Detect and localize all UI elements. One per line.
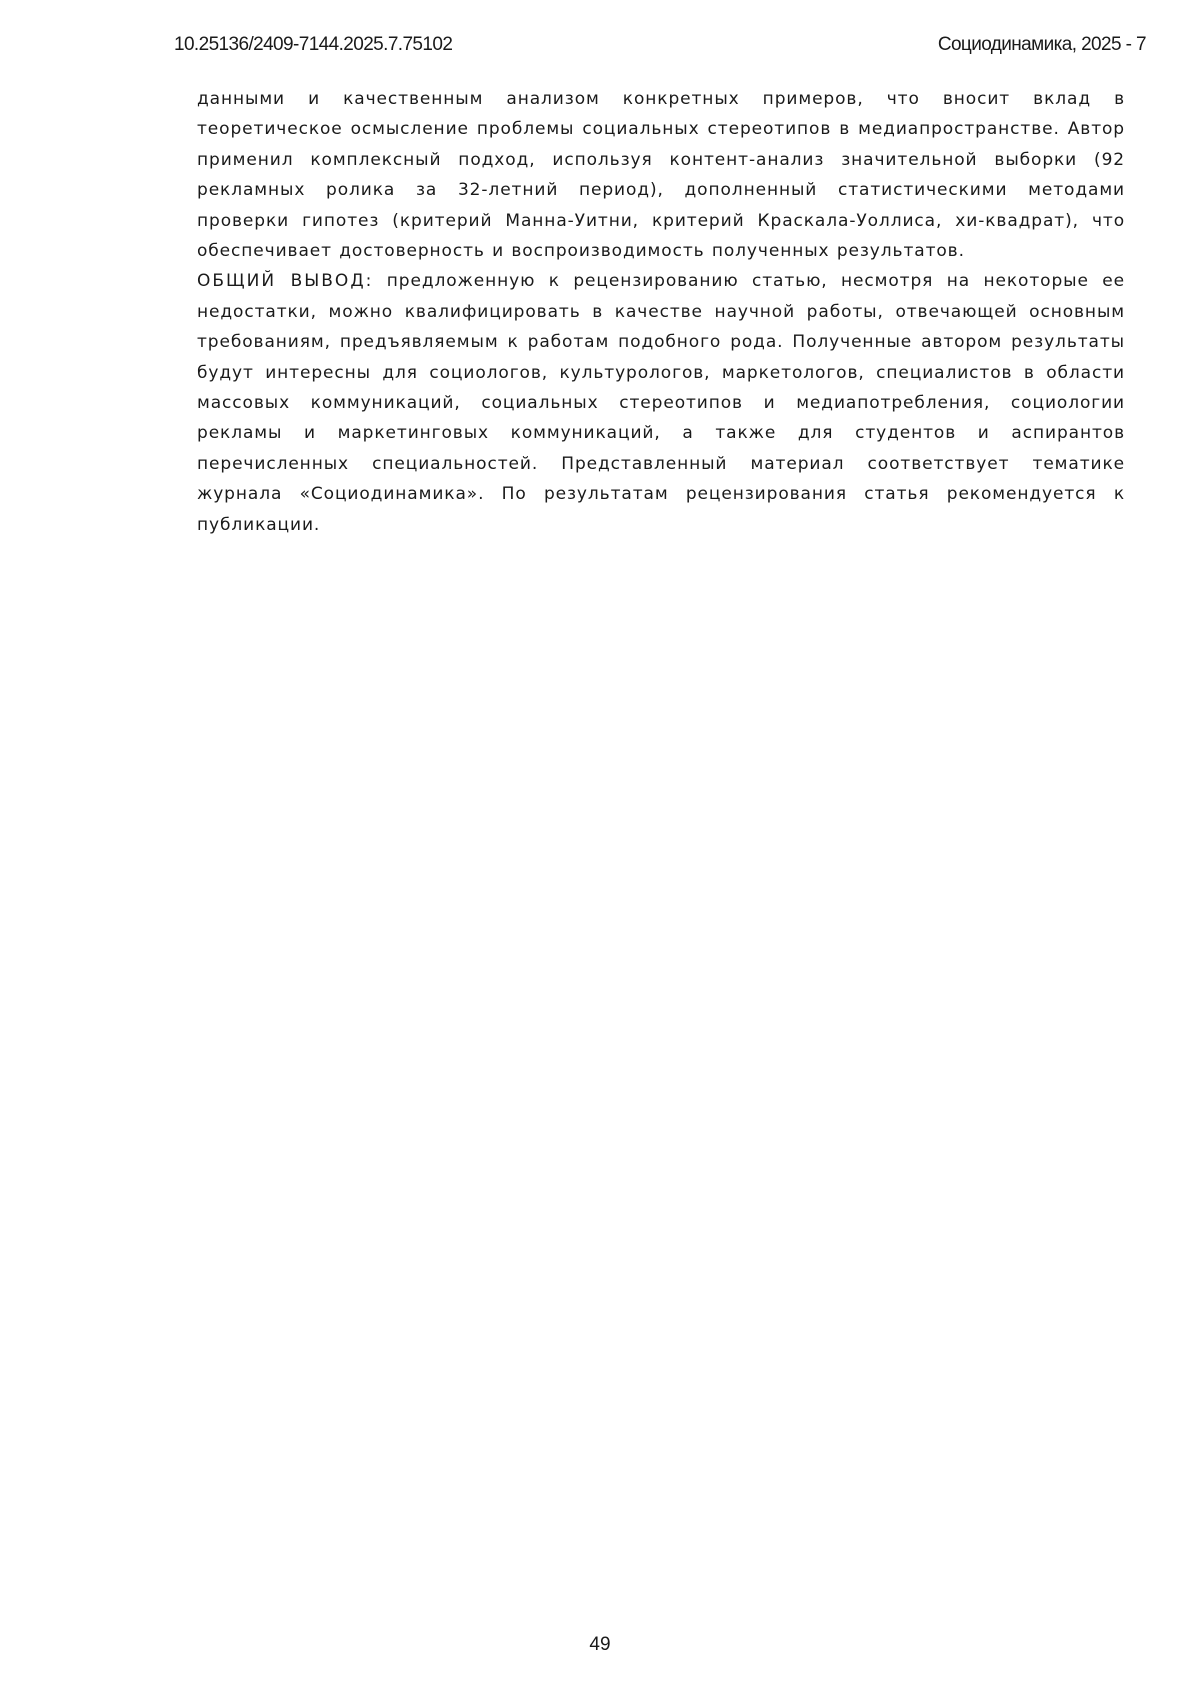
body-paragraph: данными и качественным анализом конкретных примеров, что вносит вклад в теоретическое осмысление проблемы социальных стереотипов в медиапространстве. Автор применил комплексный подход, используя контент-анализ значительной выборки (92 рекламных ролика за 32-летний период), дополненный статистическими методами проверки гипотез (критерий Манна-Уитни, критерий Краскала-Уоллиса, хи-квадрат), что обеспечивает достоверность и воспроизводимость полученных результатов.: [197, 89, 1125, 262]
conclusion-label: ОБЩИЙ ВЫВОД:: [197, 271, 374, 292]
conclusion-paragraph: [197, 266, 1125, 540]
article-doi: 10.25136/2409-7144.2025.7.75102: [174, 34, 453, 55]
conclusion-text: предложенную к рецензированию статью, несмотря на некоторые ее недостатки, можно квалифицировать в качестве научной работы, отвечающей основным требованиям, предъявляемым к работам подобного рода. Полученные автором результаты будут интересны для социологов, культурологов, маркетологов, специалистов в области массовых коммуникаций, социальных стереотипов и медиапотребления, социологии рекламы и маркетинговых коммуникаций, а также для студентов и аспирантов перечисленных специальностей. Представленный материал соответствует тематике журнала «Социодинамика». По результатам рецензирования статья рекомендуется к публикации.: [197, 271, 1125, 535]
page-number: 49: [589, 1634, 611, 1655]
journal-issue: Социодинамика, 2025 - 7: [937, 34, 1146, 55]
running-head: [174, 34, 1146, 64]
article-body: [197, 84, 1125, 540]
